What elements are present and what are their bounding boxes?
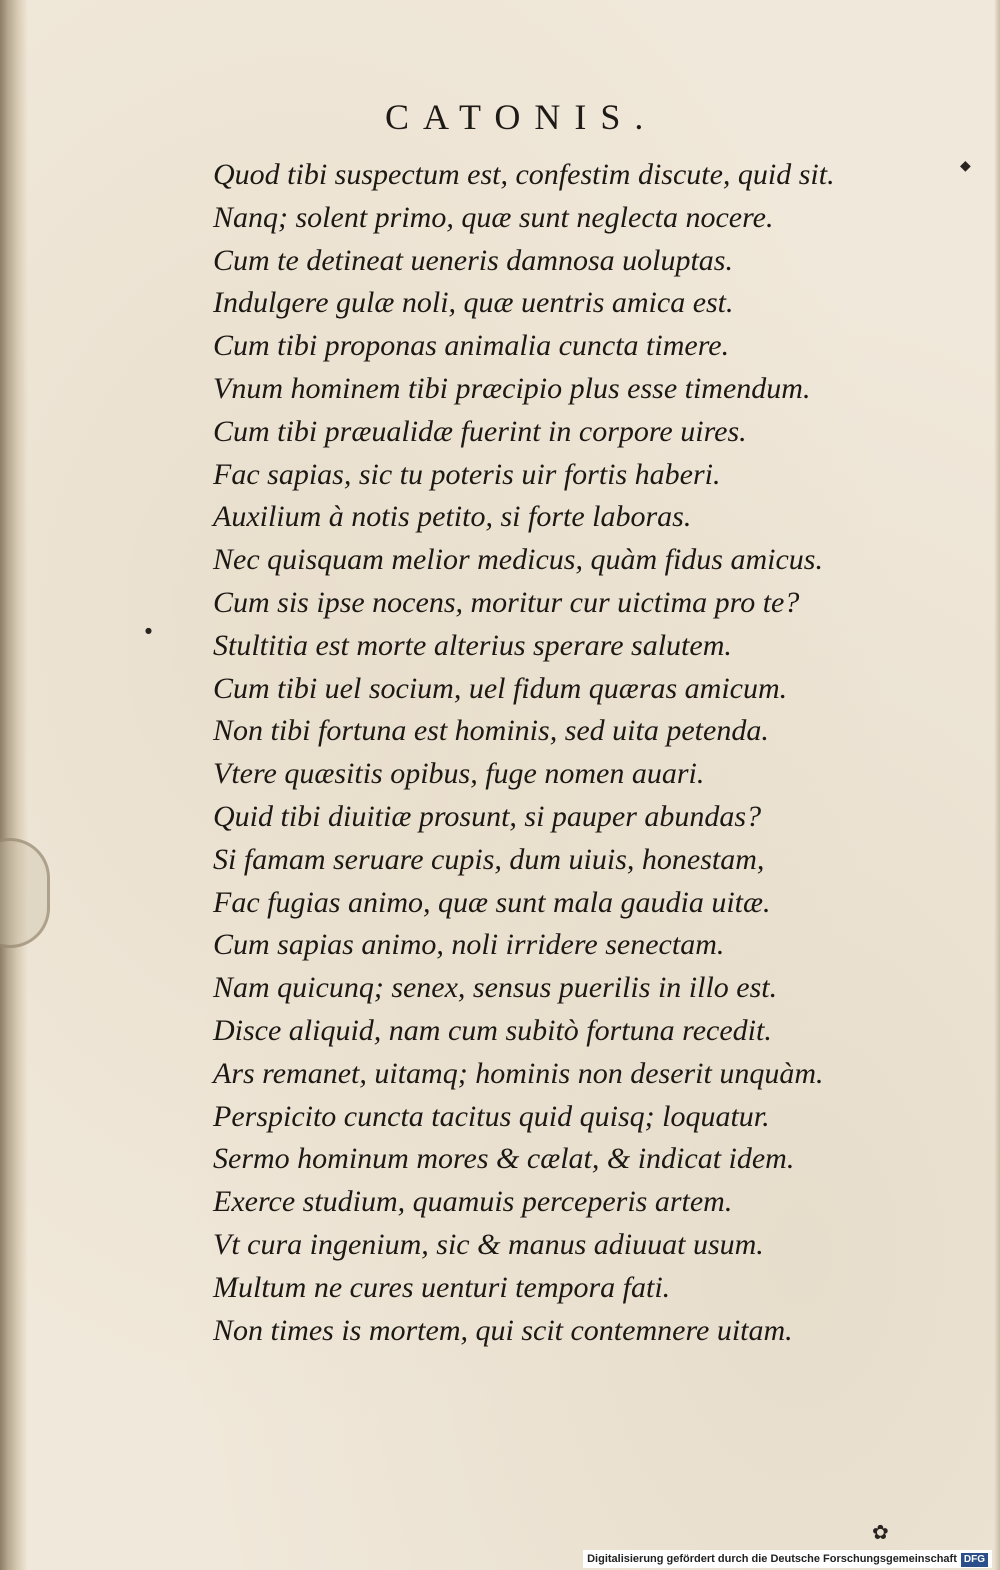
verse-line: Sermo hominum mores & cælat, & indicat idem. [213,1142,795,1176]
verse-line: Cum tibi proponas animalia cuncta timere. [213,329,730,363]
verse-line: Indulgere gulæ noli, quæ uentris amica est. [213,286,734,320]
verse-line: Perspicito cuncta tacitus quid quisq; loquatur. [213,1099,770,1133]
verse-line: Non tibi fortuna est hominis, sed uita petenda. [213,714,769,748]
verse-line: Cum sapias animo, noli irridere senectam. [213,928,725,962]
verse-line: Nanq; solent primo, quæ sunt neglecta nocere. [213,200,774,234]
verse-line: Exerce studium, quamuis perceperis artem. [213,1185,733,1219]
verse-line: Cum tibi præualidæ fuerint in corpore uires. [213,414,747,448]
verse-line: Ars remanet, uitamq; hominis non deserit unquàm. [213,1056,824,1090]
binding-shadow [0,0,28,1570]
verse-line: Cum sis ipse nocens, moritur cur uictima pro te? [213,585,800,619]
verse-line: Cum tibi uel socium, uel fidum quæras amicum. [213,671,788,705]
clasp-shadow [0,838,50,948]
verse-line: Disce aliquid, nam cum subitò fortuna recedit. [213,1013,772,1047]
verse-line: Nec quisquam melior medicus, quàm fidus amicus. [213,543,823,577]
verse-line: Quid tibi diuitiæ prosunt, si pauper abundas? [213,799,762,833]
verse-line: Fac sapias, sic tu poteris uir fortis haberi. [213,457,721,491]
verse-line: Vt cura ingenium, sic & manus adiuuat usum. [213,1227,764,1261]
running-header: CATONIS. [385,97,658,137]
dfg-logo: DFG [961,1553,988,1567]
ink-spot-icon: ● [145,626,152,635]
ink-spot-icon: ◆ [960,158,971,174]
verse-line: Quod tibi suspectum est, confestim discute, quid sit. [213,158,835,191]
digitization-credit [583,1550,992,1568]
credit-text: Digitalisierung gefördert durch die Deutsche Forschungsgemeinschaft [587,1553,957,1565]
verse-line: Non times is mortem, qui scit contemnere uitam. [213,1313,793,1347]
verse-line: Stultitia est morte alterius sperare salutem. [213,628,732,662]
verse-line: Auxilium à notis petito, si forte laboras. [213,500,692,534]
verse-line: Multum ne cures uenturi tempora fati. [213,1270,671,1304]
verse-line: Si famam seruare cupis, dum uiuis, honestam, [213,842,765,876]
verse-line: Cum te detineat ueneris damnosa uoluptas. [213,243,733,277]
verse-line: Vnum hominem tibi præcipio plus esse timendum. [213,371,811,405]
ornament-icon: ✿ [872,1520,889,1544]
verse-line: Nam quicunq; senex, sensus puerilis in illo est. [213,971,778,1005]
verse-line: Fac fugias animo, quæ sunt mala gaudia uitæ. [213,885,771,919]
verse-line: Vtere quæsitis opibus, fuge nomen auari. [213,757,705,791]
verse-list [213,154,913,1352]
page-edge [994,0,1000,1570]
